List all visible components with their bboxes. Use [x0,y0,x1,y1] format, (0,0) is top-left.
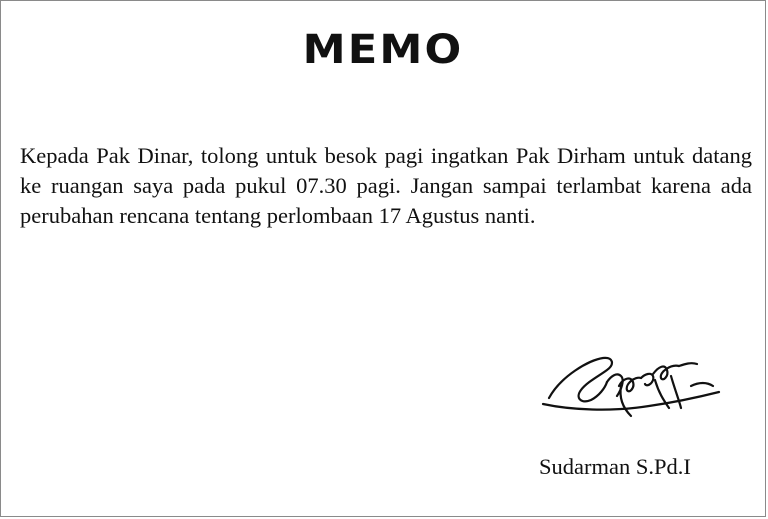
signer-name: Sudarman S.Pd.I [539,454,691,479]
handwritten-signature [541,346,731,446]
memo-title: MEMO [302,27,464,73]
memo-body: Kepada Pak Dinar, tolong untuk besok pagi ingatkan Pak Dirham untuk datang ke ruangan saya pada pukul 07.30 pagi. Jangan sampai terlambat karena ada perubahan rencana tentang perlombaan 17 Agustus nanti. [20,143,752,228]
